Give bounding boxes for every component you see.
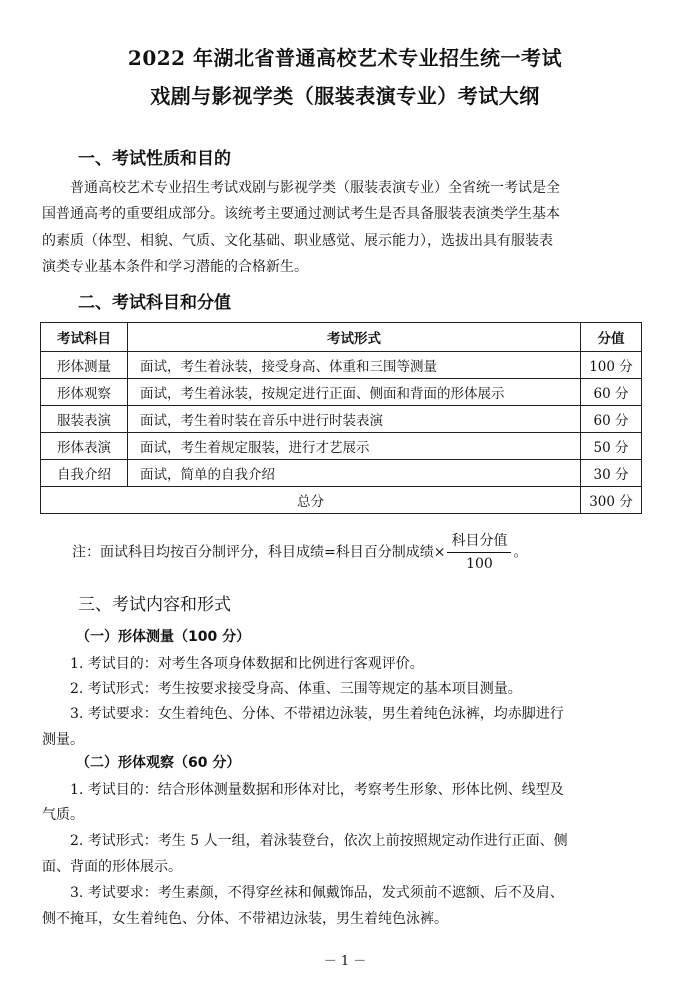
table-row (41, 379, 642, 406)
table-cell-subject: 自我介绍 (41, 460, 128, 487)
section-1-heading: 一、考试性质和目的 (78, 149, 231, 169)
table-cell-format: 面试，考生着时装在音乐中进行时装表演 (128, 406, 581, 433)
subsection-1-line-3: 3. 考试要求：女生着纯色、分体、不带裙边泳装，男生着纯色泳裤，均赤脚进行 (70, 706, 564, 722)
table-cell-score: 60 分 (581, 379, 642, 406)
table-row (41, 460, 642, 487)
table-header-score: 分值 (581, 323, 642, 352)
subsection-2-line-3: 2. 考试形式：考生 5 人一组，着泳装登台，依次上前按照规定动作进行正面、侧 (70, 833, 568, 849)
table-row (41, 352, 642, 379)
subsection-1-line-1: 1. 考试目的：对考生各项身体数据和比例进行客观评价。 (70, 656, 424, 672)
table-cell-subject: 服装表演 (41, 406, 128, 433)
table-row (41, 433, 642, 460)
section-1-para-line-3: 的素质（体型、相貌、气质、文化基础、职业感觉、展示能力），选拔出具有服装表 (42, 233, 553, 249)
section-2-heading: 二、考试科目和分值 (78, 293, 231, 313)
table-cell-subject: 形体测量 (41, 352, 128, 379)
scoring-formula-fraction (447, 530, 511, 575)
fraction-denominator: 100 (466, 556, 493, 572)
scoring-note (72, 530, 527, 575)
table-cell-score: 100 分 (581, 352, 642, 379)
fraction-numerator: 科目分值 (447, 530, 511, 553)
table-cell-subject: 形体观察 (41, 379, 128, 406)
table-cell-format: 面试，简单的自我介绍 (128, 460, 581, 487)
subsection-2-line-4: 面、背面的形体展示。 (42, 859, 182, 875)
subsection-2-line-5: 3. 考试要求：考生素颜，不得穿丝袜和佩戴饰品，发式须前不遮额、后不及肩、 (70, 885, 564, 901)
table-header-row (41, 323, 642, 352)
scoring-note-text: 注：面试科目均按百分制评分，科目成绩=科目百分制成绩× (72, 544, 446, 561)
exam-subjects-table (40, 322, 642, 514)
section-1-para-line-1: 普通高校艺术专业招生考试戏剧与影视学类（服装表演专业）全省统一考试是全 (70, 180, 560, 196)
document-title-line-1: 2022 年湖北省普通高校艺术专业招生统一考试 (127, 46, 563, 70)
table-header-subject: 考试科目 (41, 323, 128, 352)
subsection-2-line-6: 侧不掩耳，女生着纯色、分体、不带裙边泳装，男生着纯色泳裤。 (42, 911, 448, 927)
scoring-note-end: 。 (513, 544, 528, 561)
table-header-format: 考试形式 (128, 323, 581, 352)
subsection-2-heading: （二）形体观察（60 分） (76, 755, 241, 771)
page-number: － 1 － (323, 954, 367, 969)
table-cell-score: 50 分 (581, 433, 642, 460)
table-total-label: 总分 (41, 487, 581, 514)
subsection-2-line-1: 1. 考试目的：结合形体测量数据和形体对比，考察考生形象、形体比例、线型及 (70, 782, 564, 798)
table-total-row (41, 487, 642, 514)
table-cell-score: 60 分 (581, 406, 642, 433)
table-cell-subject: 形体表演 (41, 433, 128, 460)
table-row (41, 406, 642, 433)
table-cell-format: 面试，考生着泳装，按规定进行正面、侧面和背面的形体展示 (128, 379, 581, 406)
section-1-para-line-2: 国普通高考的重要组成部分。该统考主要通过测试考生是否具备服装表演类学生基本 (42, 206, 560, 222)
document-title-line-2: 戏剧与影视学类（服装表演专业）考试大纲 (150, 84, 540, 108)
table-cell-score: 30 分 (581, 460, 642, 487)
table-total-value: 300 分 (581, 487, 642, 514)
table-cell-format: 面试，考生着泳装，接受身高、体重和三围等测量 (128, 352, 581, 379)
section-3-heading: 三、考试内容和形式 (78, 595, 231, 615)
section-1-para-line-4: 演类专业基本条件和学习潜能的合格新生。 (42, 259, 308, 275)
table-cell-format: 面试，考生着规定服装，进行才艺展示 (128, 433, 581, 460)
subsection-1-heading: （一）形体测量（100 分） (76, 629, 251, 645)
subsection-1-line-2: 2. 考试形式：考生按要求接受身高、体重、三围等规定的基本项目测量。 (70, 681, 522, 697)
subsection-2-line-2: 气质。 (42, 807, 84, 823)
subsection-1-line-4: 测量。 (42, 732, 84, 748)
